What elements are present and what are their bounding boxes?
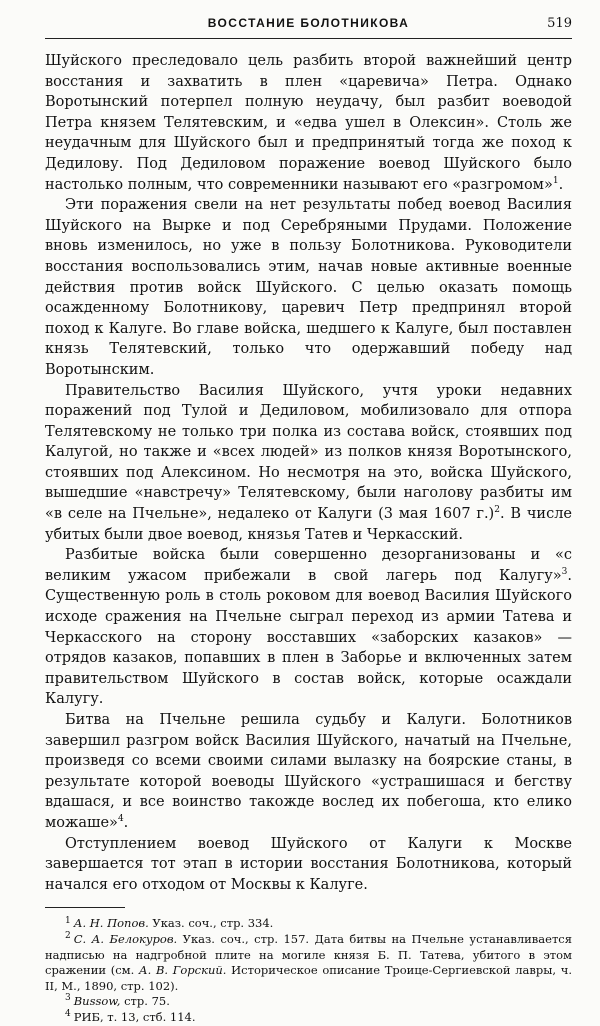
paragraph: [45, 710, 572, 834]
paragraph-text: Разбитые войска были совершенно дезорганизованы и «с великим ужасом прибежали в свой лагерь под Калугу»: [45, 547, 572, 584]
paragraph-text: .: [123, 814, 129, 831]
footnote-text: Указ. соч., стр. 157. Дата битвы на Пчельне устанавливается надписью на надгробной плите на могиле князя Б. П. Татева, убитого в этом сражении (см.: [45, 931, 573, 978]
footnote-number: 3: [65, 993, 71, 1004]
paragraph-text: .: [558, 176, 564, 193]
running-title: ВОССТАНИЕ БОЛОТНИКОВА: [207, 16, 410, 30]
main-text: [45, 51, 572, 895]
footnote: [45, 994, 572, 1010]
footnote-text: Историческое описание Троице-Сергиевской лавры, ч. II, М., 1890, стр. 102).: [45, 963, 572, 993]
paragraph-text: Отступлением воевод Шуйского от Калуги к Москве завершается тот этап в истории восстания Болотникова, который начался его отходом от Москвы к Калуге.: [45, 835, 572, 893]
paragraph-text: Эти поражения свели на нет результаты побед воевод Василия Шуйского на Вырке и под Серебряными Прудами. Положение вновь изменилось, но уже в пользу Болотникова. Руководители восстания воспользовались этим, начав новые активные военные действия против войск Шуйского. С целью оказать помощь осажденному Болотникову, царевич Петр предпринял второй поход к Калуге. Во главе войска, шедшего к Калуге, был поставлен князь Телятевский, только что одержавший победу над Воротынским.: [45, 197, 572, 378]
footnote-text: Указ. соч., стр. 334.: [148, 916, 274, 931]
paragraph-text: . В числе убитых были двое воевод, князья Татев и Черкасский.: [45, 506, 572, 543]
paragraph: [45, 51, 572, 195]
paragraph-text: Правительство Василия Шуйского, учтя уроки недавних поражений под Тулой и Дедиловом, мобилизовало для отпора Телятевскому не только три полка из состава войск, стоявших под Калугой, но также и «всех людей» из полков князя Воротынского, стоявших под Алексином. Но несмотря на это, войска Шуйского, вышедшие «навстречу» Телятевскому, были наголову разбиты им «в селе на Пчельне», недалеко от Калуги (3 мая 1607 г.): [45, 382, 572, 523]
paragraph: [45, 545, 572, 710]
page-header: [45, 10, 572, 36]
footnote-author: А. Н. Попов.: [73, 916, 149, 931]
footnotes: [45, 916, 572, 1025]
footnote: [45, 1010, 572, 1026]
footnote-author: С. А. Белокуров.: [73, 931, 178, 946]
footnote-text: стр. 75.: [120, 994, 170, 1009]
footnote: [45, 932, 572, 994]
paragraph: [45, 834, 572, 896]
footnote-rule: [45, 907, 125, 908]
footnote: [45, 916, 572, 932]
paragraph: [45, 381, 572, 546]
footnote-author: А. В. Горский.: [138, 963, 227, 978]
footnote-number: 2: [65, 931, 71, 942]
footnote-number: 1: [65, 915, 71, 926]
paragraph-text: . Существенную роль в столь роковом для воевод Василия Шуйского исходе сражения на Пчельне сыграл переход из армии Татева и Черкасского на сторону восставших «заборских казаков» — отрядов казаков, попавших в плен в Заборье и включенных затем правительством Шуйского в состав войск, которые осаждали Калугу.: [45, 567, 572, 708]
page-number: 519: [547, 16, 572, 31]
footnote-author: Bussow,: [73, 994, 121, 1009]
paragraph-text: Шуйского преследовало цель разбить второй важнейший центр восстания и захватить в плен «царевича» Петра. Однако Воротынский потерпел полную неудачу, был разбит воеводой Петра князем Телятевским, и «едва ушел в Олексин». Столь же неудачным для Шуйского был и предпринятый тогда же поход к Дедилову. Под Дедиловом поражение воевод Шуйского было настолько полным, что современники называют его «разгромом»: [45, 53, 572, 193]
footnote-ref: 4: [117, 814, 124, 825]
footnote-ref: 2: [494, 505, 500, 516]
paragraph: [45, 195, 572, 380]
footnote-ref: 1: [552, 175, 559, 186]
footnote-number: 4: [65, 1009, 71, 1020]
header-rule: [45, 38, 572, 39]
footnote-text: РИБ, т. 13, стб. 114.: [73, 1009, 196, 1024]
paragraph-text: Битва на Пчельне решила судьбу и Калуги. Болотников завершил разгром войск Василия Шуйского, начатый на Пчельне, произведя со всеми своими силами вылазку на боярские станы, в результате которой воеводы Шуйского «устрашишася и бегству вдашася, и все воинство такожде вослед их побегоша, кто елико можаше»: [45, 712, 572, 831]
footnote-ref: 3: [561, 567, 568, 578]
